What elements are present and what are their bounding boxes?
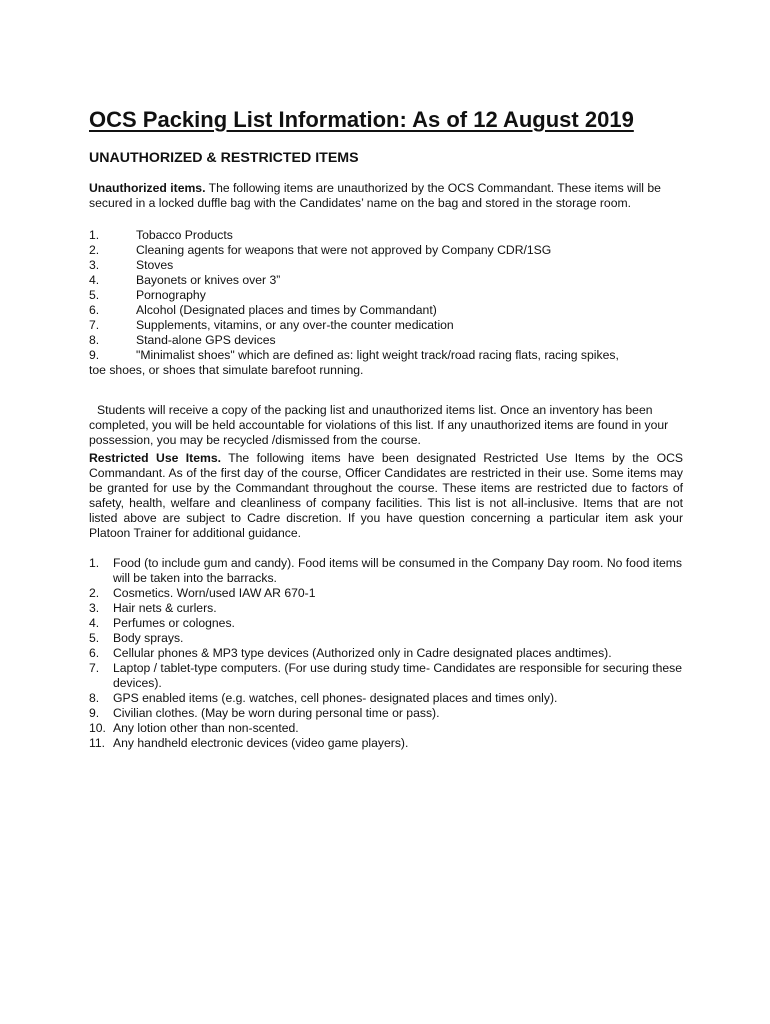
item-number: 4. bbox=[89, 616, 100, 630]
item-number: 5. bbox=[89, 631, 100, 645]
list-item bbox=[89, 303, 683, 318]
list-item bbox=[89, 243, 683, 258]
item-text: Cellular phones & MP3 type devices (Authorized only in Cadre designated places andtimes). bbox=[113, 646, 612, 660]
item-text: Bayonets or knives over 3” bbox=[136, 273, 281, 287]
item-text: Cosmetics. Worn/used IAW AR 670-1 bbox=[113, 586, 316, 600]
item-text: Pornography bbox=[136, 288, 206, 302]
item-text: Any lotion other than non-scented. bbox=[113, 721, 299, 735]
list-item bbox=[89, 721, 683, 736]
item-number: 6. bbox=[89, 303, 100, 317]
list-item bbox=[89, 736, 683, 751]
item-number: 11. bbox=[89, 736, 106, 750]
list-item bbox=[89, 348, 683, 378]
item-text: Civilian clothes. (May be worn during personal time or pass). bbox=[113, 706, 440, 720]
item-number: 4. bbox=[89, 273, 100, 287]
item-number: 7. bbox=[89, 318, 100, 332]
item-text: Body sprays. bbox=[113, 631, 184, 645]
item-text: Cleaning agents for weapons that were not approved by Company CDR/1SG bbox=[136, 243, 552, 257]
list-item bbox=[89, 333, 683, 348]
item-text: Alcohol (Designated places and times by Commandant) bbox=[136, 303, 437, 317]
item-number: 3. bbox=[89, 258, 100, 272]
list-item bbox=[89, 288, 683, 303]
item-text: Tobacco Products bbox=[136, 228, 233, 242]
list-item bbox=[89, 646, 683, 661]
item-number: 7. bbox=[89, 661, 100, 675]
list-item bbox=[89, 631, 683, 646]
item-number: 6. bbox=[89, 646, 100, 660]
document-title: OCS Packing List Information: As of 12 August 2019 bbox=[89, 107, 634, 132]
list-item bbox=[89, 258, 683, 273]
list-item bbox=[89, 273, 683, 288]
item-text: Perfumes or colognes. bbox=[113, 616, 235, 630]
item-text: Laptop / tablet-type computers. (For use during study time- Candidates are responsible for securing these devices). bbox=[113, 661, 683, 690]
section-heading: UNAUTHORIZED & RESTRICTED ITEMS bbox=[89, 150, 359, 166]
item-text: Food (to include gum and candy). Food items will be consumed in the Company Day room. No food items will be taken into the barracks. bbox=[113, 556, 683, 585]
item-text-continuation: toe shoes, or shoes that simulate barefoot running. bbox=[89, 363, 364, 377]
list-item bbox=[89, 318, 683, 333]
restricted-lead: Restricted Use Items. bbox=[89, 451, 222, 465]
item-text: Hair nets & curlers. bbox=[113, 601, 217, 615]
list-item bbox=[89, 691, 683, 706]
unauthorized-paragraph bbox=[89, 181, 683, 211]
item-number: 2. bbox=[89, 243, 100, 257]
unauthorized-text: The following items are unauthorized by the OCS Commandant. These items will be secured in a locked duffle bag with the Candidates’ name on the bag and stored in the storage room. bbox=[89, 181, 661, 210]
item-number: 8. bbox=[89, 333, 100, 347]
list-item bbox=[89, 616, 683, 631]
list-item bbox=[89, 661, 683, 691]
item-text: Stand-alone GPS devices bbox=[136, 333, 276, 347]
restricted-text: The following items have been designated Restricted Use Items by the OCS Commandant. As of the first day of the course, Officer Candidates are restricted in their use. Some items may be granted for use by the Commandant throughout the course. These items are restricted due to factors of safety, health, welfare and cleanliness of company facilities. This list is not all-inclusive. Items that are not listed above are subject to Cadre discretion. If you have question concerning a particular item ask your Platoon Trainer for additional guidance. bbox=[89, 451, 683, 540]
item-number: 9. bbox=[89, 706, 100, 720]
unauthorized-items-list bbox=[89, 228, 683, 378]
item-number: 1. bbox=[89, 228, 100, 242]
item-number: 10. bbox=[89, 721, 106, 735]
list-item bbox=[89, 586, 683, 601]
item-number: 1. bbox=[89, 556, 100, 570]
restricted-paragraph bbox=[89, 451, 683, 541]
list-item bbox=[89, 706, 683, 721]
item-number: 2. bbox=[89, 586, 100, 600]
list-item bbox=[89, 601, 683, 616]
restricted-items-list bbox=[89, 556, 683, 751]
item-number: 5. bbox=[89, 288, 100, 302]
unauthorized-lead: Unauthorized items. bbox=[89, 181, 206, 195]
item-number: 3. bbox=[89, 601, 100, 615]
item-text: Supplements, vitamins, or any over-the counter medication bbox=[136, 318, 454, 332]
item-number: 9. bbox=[89, 348, 100, 362]
item-number: 8. bbox=[89, 691, 100, 705]
item-text: Any handheld electronic devices (video game players). bbox=[113, 736, 409, 750]
item-text: GPS enabled items (e.g. watches, cell phones- designated places and times only). bbox=[113, 691, 558, 705]
list-item bbox=[89, 556, 683, 586]
item-text: "Minimalist shoes" which are defined as: light weight track/road racing flats, racing spikes, bbox=[136, 348, 619, 362]
list-item bbox=[89, 228, 683, 243]
students-note-paragraph: Students will receive a copy of the packing list and unauthorized items list. Once an inventory has been completed, you will be held accountable for violations of this list. If any unauthorized items are found in your possession, you may be recycled /dismissed from the course. bbox=[89, 403, 669, 447]
item-text: Stoves bbox=[136, 258, 174, 272]
